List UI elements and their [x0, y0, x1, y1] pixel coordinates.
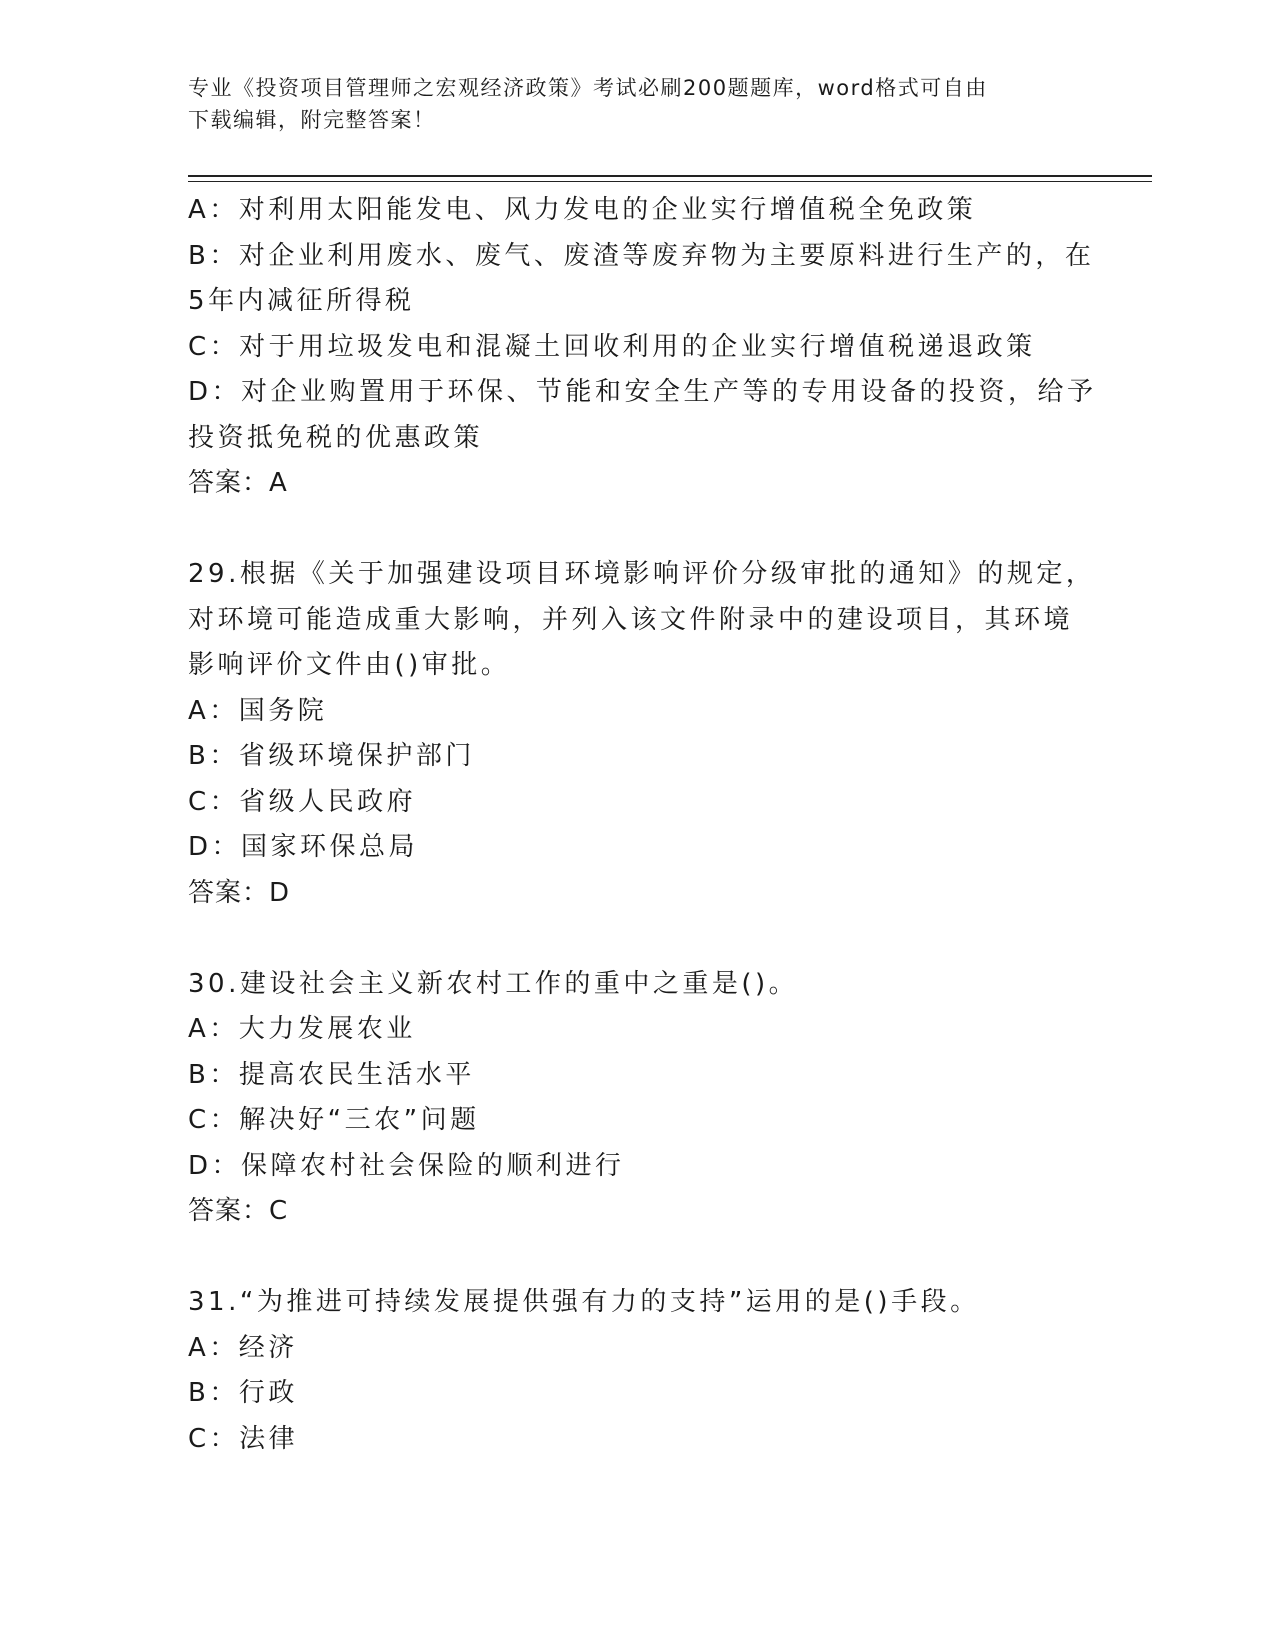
option-c: C：对于用垃圾发电和混凝土回收利用的企业实行增值税递退政策 — [188, 331, 1036, 362]
option-a: A：大力发展农业 — [188, 1014, 416, 1044]
option-b: B：行政 — [188, 1378, 298, 1408]
option-d: D：保障农村社会保险的顺利进行 — [188, 1150, 625, 1181]
option-c: C：解决好“三农”问题 — [188, 1105, 480, 1135]
question-29 — [188, 552, 1096, 916]
question-stem-cont: 对环境可能造成重大影响，并列入该文件附录中的建设项目，其环境 — [188, 604, 1074, 635]
option-a: A：对利用太阳能发电、风力发电的企业实行增值税全免政策 — [188, 195, 977, 225]
answer: 答案：D — [188, 877, 291, 908]
option-a: A：国务院 — [188, 695, 328, 726]
question-31 — [188, 1280, 1088, 1462]
question-stem: 29.根据《关于加强建设项目环境影响评价分级审批的通知》的规定， — [188, 559, 1096, 589]
option-b: B：提高农民生活水平 — [188, 1059, 475, 1090]
header-line-2: 下载编辑，附完整答案！ — [188, 108, 436, 132]
option-c: C：法律 — [188, 1423, 299, 1454]
option-b-cont: 5年内减征所得税 — [188, 286, 415, 316]
option-d: D：国家环保总局 — [188, 832, 419, 862]
answer: 答案：A — [188, 468, 288, 498]
answer: 答案：C — [188, 1196, 289, 1226]
option-d-cont: 投资抵免税的优惠政策 — [188, 422, 484, 453]
question-body — [188, 188, 1097, 1462]
option-b: B：对企业利用废水、废气、废渣等废弃物为主要原料进行生产的，在 — [188, 240, 1095, 271]
question-28 — [188, 188, 1097, 507]
option-d: D：对企业购置用于环保、节能和安全生产等的专用设备的投资，给予 — [188, 377, 1097, 407]
option-b: B：省级环境保护部门 — [188, 741, 475, 771]
question-stem: 31.“为推进可持续发展提供强有力的支持”运用的是()手段。 — [188, 1287, 980, 1317]
question-stem-cont: 影响评价文件由()审批。 — [188, 650, 511, 680]
option-a: A：经济 — [188, 1332, 298, 1363]
option-c: C：省级人民政府 — [188, 786, 417, 817]
question-stem: 30.建设社会主义新农村工作的重中之重是()。 — [188, 968, 799, 999]
question-30 — [188, 962, 1088, 1235]
header-divider-thin — [188, 181, 1152, 182]
document-header — [188, 72, 1068, 136]
header-line-1: 专业《投资项目管理师之宏观经济政策》考试必刷200题题库，word格式可自由 — [188, 76, 988, 100]
header-divider-thick — [188, 175, 1152, 177]
